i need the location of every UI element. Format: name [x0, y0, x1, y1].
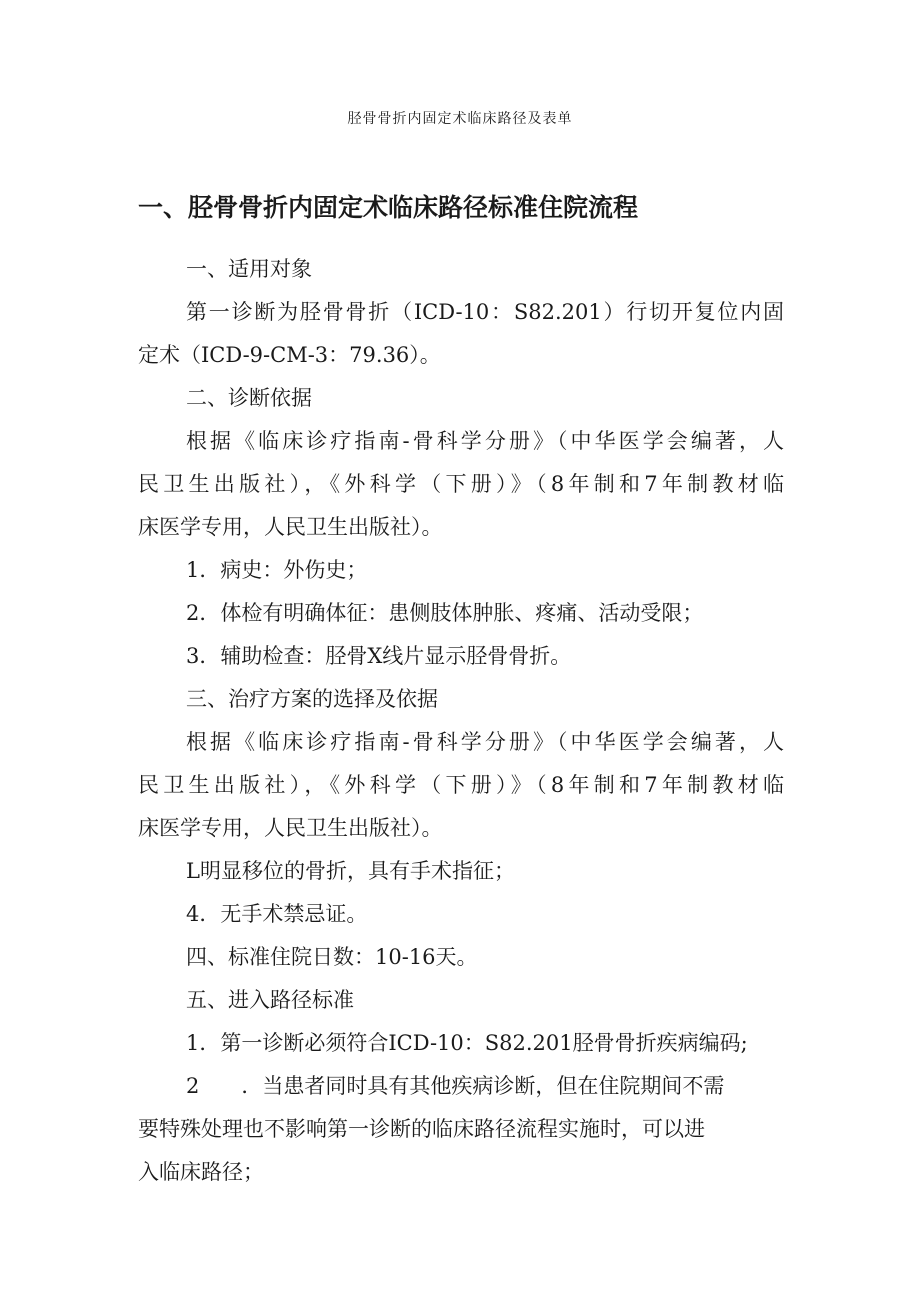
list-item: 1．病史：外伤史；	[186, 558, 368, 582]
paragraph-line: 定术（ICD-9-CM-3：79.36）。	[138, 343, 441, 367]
subsection-heading-stay: 四、标准住院日数：10-16天。	[186, 945, 478, 969]
paragraph-line: 床医学专用，人民卫生出版社）。	[138, 816, 443, 840]
section-heading: 一、胫骨骨折内固定术临床路径标准住院流程	[138, 193, 639, 222]
subsection-heading-diagnosis: 二、诊断依据	[186, 386, 312, 410]
subsection-heading-scope: 一、适用对象	[186, 257, 312, 281]
paragraph-line: 民卫生出版社），《外科学（下册）》（8年制和7年制教材临	[138, 472, 784, 496]
paragraph-line: 要特殊处理也不影响第一诊断的临床路径流程实施时，可以进	[138, 1117, 705, 1141]
list-item: 3．辅助检查：胫骨X线片显示胫骨骨折。	[186, 644, 572, 668]
subsection-heading-treatment: 三、治疗方案的选择及依据	[186, 687, 438, 711]
document-title: 胫骨骨折内固定术临床路径及表单	[347, 111, 573, 127]
list-item: 2．体检有明确体征：患侧肢体肿胀、疼痛、活动受限；	[186, 601, 704, 625]
list-item: 4．无手术禁忌证。	[186, 902, 368, 926]
paragraph-line: 床医学专用，人民卫生出版社）。	[138, 515, 443, 539]
paragraph-line: 第一诊断为胫骨骨折（ICD-10：S82.201）行切开复位内固	[186, 300, 784, 324]
paragraph-line: 根据《临床诊疗指南-骨科学分册》（中华医学会编著，人	[186, 730, 784, 754]
subsection-heading-criteria: 五、进入路径标准	[186, 988, 354, 1012]
list-item: 2 ．当患者同时具有其他疾病诊断，但在住院期间不需	[186, 1074, 725, 1098]
paragraph-line: 民卫生出版社），《外科学（下册）》（8年制和7年制教材临	[138, 773, 784, 797]
list-item: 1．第一诊断必须符合ICD-10：S82.201胫骨骨折疾病编码;	[186, 1031, 748, 1055]
list-item: L明显移位的骨折，具有手术指征；	[186, 859, 515, 883]
paragraph-line: 入临床路径；	[138, 1160, 264, 1184]
paragraph-line: 根据《临床诊疗指南-骨科学分册》（中华医学会编著，人	[186, 429, 784, 453]
